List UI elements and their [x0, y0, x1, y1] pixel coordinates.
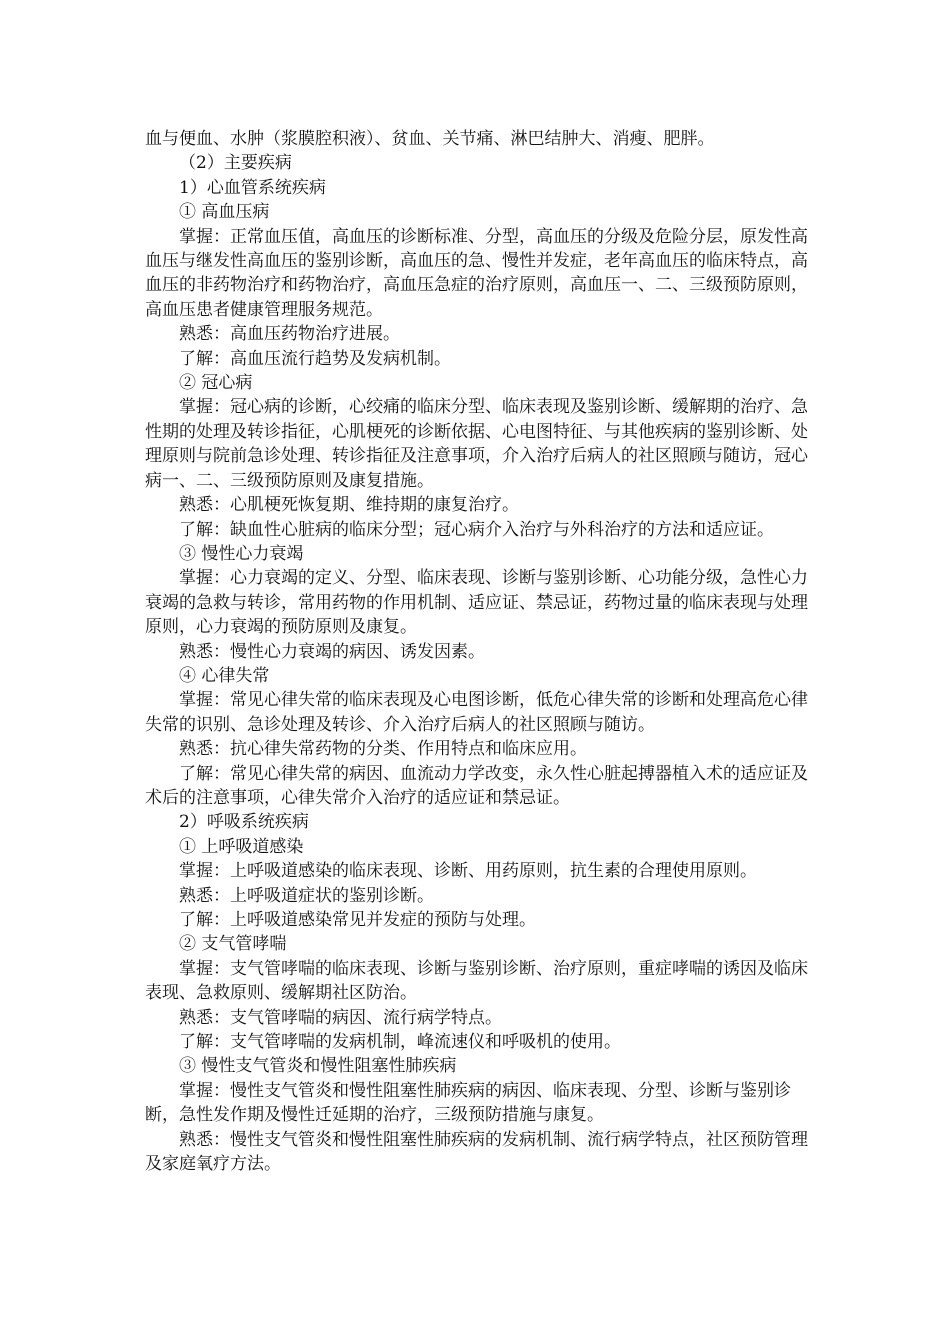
disease-heading-hypertension: ① 高血压病 [179, 202, 270, 223]
paragraph-familiar-copd: 熟悉：慢性支气管炎和慢性阻塞性肺疾病的发病机制、流行病学特点，社区预防管理及家庭氧疗方法。 [145, 1129, 808, 1175]
disease-heading-asthma: ② 支气管哮喘 [179, 934, 287, 955]
paragraph-understand-arrhythmia: 了解：常见心律失常的病因、血流动力学改变，永久性心脏起搏器植入术的适应证及术后的注意事项，心律失常介入治疗的适应证和禁忌证。 [145, 763, 808, 808]
disease-heading-arrhythmia: ④ 心律失常 [179, 665, 270, 686]
subsection-heading-respiratory: 2）呼吸系统疾病 [179, 812, 309, 833]
subsection-heading-cardiovascular: 1）心血管系统疾病 [179, 177, 326, 198]
paragraph-master-uri: 掌握：上呼吸道感染的临床表现、诊断、用药原则，抗生素的合理使用原则。 [179, 861, 757, 882]
paragraph-master-coronary: 掌握：冠心病的诊断，心绞痛的临床分型、临床表现及鉴别诊断、缓解期的治疗、急性期的处理及转诊指征，心肌梗死的诊断依据、心电图特征、与其他疾病的鉴别诊断、处理原则与院前急诊处理、转诊指征及注意事项，介入治疗后病人的社区照顾与随访，冠心病一、二、三级预防原则及康复措施。 [145, 397, 808, 491]
paragraph-understand-uri: 了解：上呼吸道感染常见并发症的预防与处理。 [179, 910, 536, 930]
paragraph-understand-coronary: 了解：缺血性心脏病的临床分型；冠心病介入治疗与外科治疗的方法和适应证。 [179, 519, 774, 540]
disease-heading-uri: ① 上呼吸道感染 [179, 836, 304, 857]
paragraph-master-hypertension: 掌握：正常血压值，高血压的诊断标准、分型，高血压的分级及危险分层，原发性高血压与继发性高血压的鉴别诊断，高血压的急、慢性并发症，老年高血压的临床特点，高血压的非药物治疗和药物治疗，高血压急症的治疗原则，高血压一、二、三级预防原则，高血压患者健康管理服务规范。 [145, 226, 808, 320]
paragraph-master-copd: 掌握：慢性支气管炎和慢性阻塞性肺疾病的病因、临床表现、分型、诊断与鉴别诊断，急性发作期及慢性迁延期的治疗，三级预防措施与康复。 [145, 1080, 791, 1126]
section-heading-main-diseases: （2）主要疾病 [179, 153, 292, 174]
document-page [145, 127, 810, 1176]
paragraph-familiar-arrhythmia: 熟悉：抗心律失常药物的分类、作用特点和临床应用。 [179, 739, 587, 760]
paragraph-familiar-hypertension: 熟悉：高血压药物治疗进展。 [179, 324, 400, 345]
paragraph-familiar-uri: 熟悉：上呼吸道症状的鉴别诊断。 [179, 885, 434, 906]
paragraph-familiar-coronary: 熟悉：心肌梗死恢复期、维持期的康复治疗。 [179, 495, 519, 516]
paragraph-understand-hypertension: 了解：高血压流行趋势及发病机制。 [179, 348, 451, 369]
paragraph-master-asthma: 掌握：支气管哮喘的临床表现、诊断与鉴别诊断、治疗原则，重症哮喘的诱因及临床表现、急救原则、缓解期社区防治。 [145, 958, 808, 1004]
disease-heading-heart-failure: ③ 慢性心力衰竭 [179, 543, 304, 564]
paragraph-master-heart-failure: 掌握：心力衰竭的定义、分型、临床表现、诊断与鉴别诊断、心功能分级，急性心力衰竭的急救与转诊，常用药物的作用机制、适应证、禁忌证，药物过量的临床表现与处理原则，心力衰竭的预防原则及康复。 [145, 568, 808, 638]
disease-heading-copd: ③ 慢性支气管炎和慢性阻塞性肺疾病 [179, 1056, 457, 1077]
paragraph-understand-asthma: 了解：支气管哮喘的发病机制，峰流速仪和呼吸机的使用。 [179, 1032, 621, 1053]
paragraph-familiar-asthma: 熟悉：支气管哮喘的病因、流行病学特点。 [179, 1007, 502, 1028]
paragraph-familiar-heart-failure: 熟悉：慢性心力衰竭的病因、诱发因素。 [179, 641, 485, 662]
paragraph-continuation: 血与便血、水肿（浆膜腔积液）、贫血、关节痛、淋巴结肿大、消瘦、肥胖。 [145, 129, 715, 149]
disease-heading-coronary: ② 冠心病 [179, 373, 253, 394]
paragraph-master-arrhythmia: 掌握：常见心律失常的临床表现及心电图诊断，低危心律失常的诊断和处理高危心律失常的识别、急诊处理及转诊、介入治疗后病人的社区照顾与随访。 [145, 690, 808, 735]
